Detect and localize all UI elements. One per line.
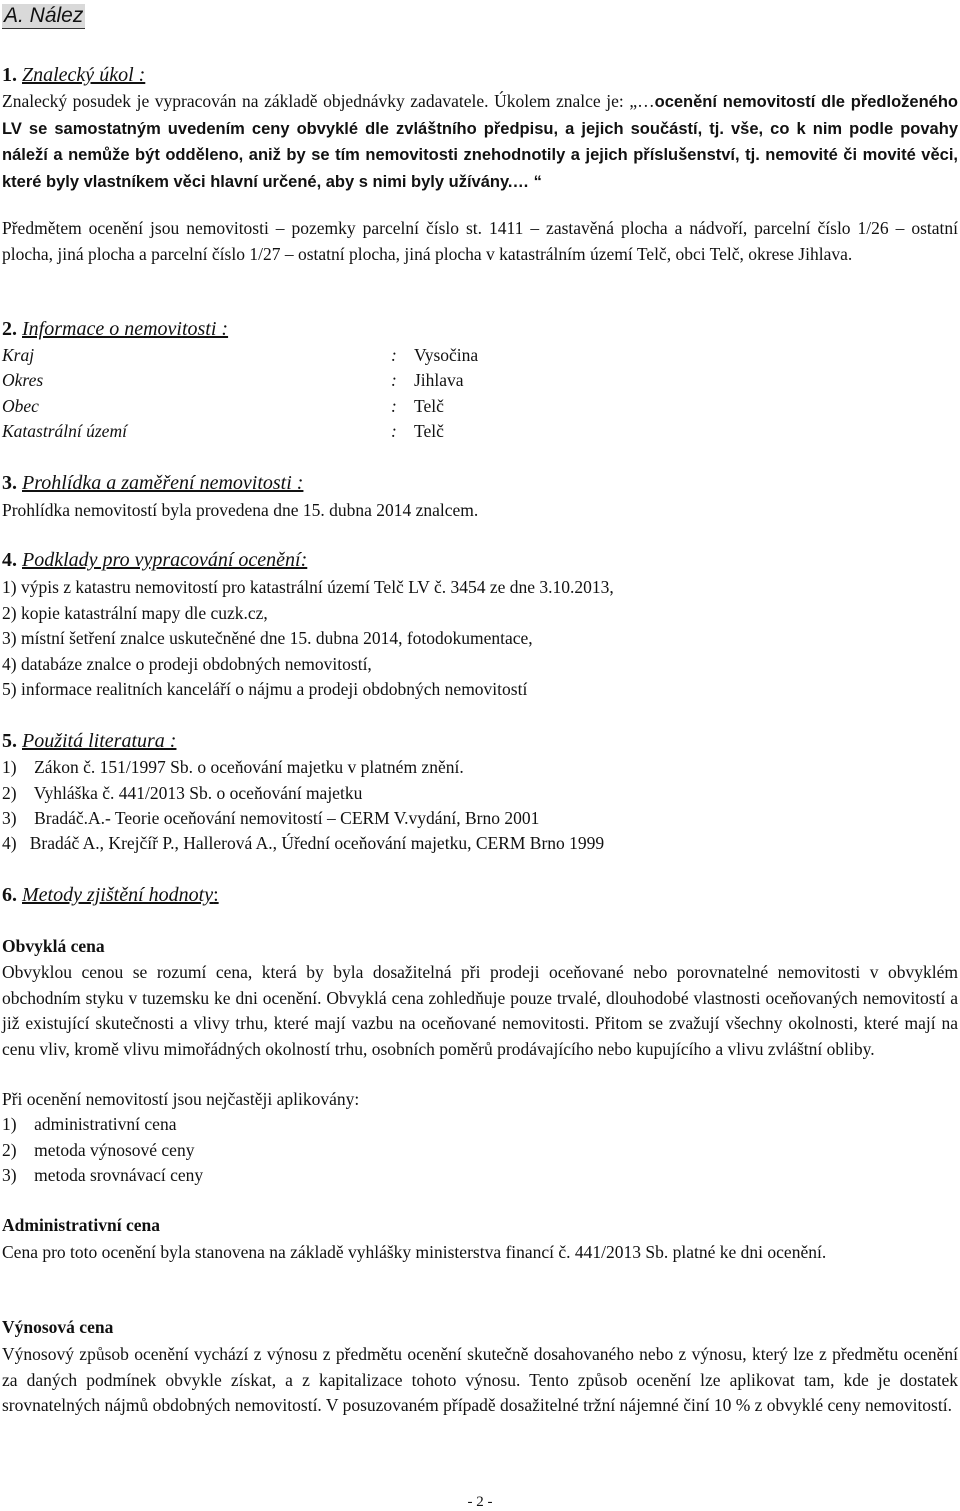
section-1-number: 1. [2,64,17,86]
info-key: Okres [2,370,44,390]
source-item: 3) místní šetření znalce uskutečněné dne 15. dubna 2014, fotodokumentace, [2,628,533,648]
task-quote: ocenění nemovitostí dle předloženého LV se samostatným uvedením ceny obvyklé dle zvláštního předpisu, a jejich součástí, tj. vše, co k nim podle povahy náleží a nemůže být odděleno, aniž by se tím nemovitosti znehodnotily a jejich příslušenství, tj. nemovité či movité věci, které byly vlastníkem věci hlavní určené, aby s nimi byly užívány.… [2,93,958,191]
section-6-colon: : [213,884,219,906]
section-4-heading [2,549,307,572]
section-4-title: Podklady pro vypracování ocenění: [22,549,308,571]
literature-item: 3) Bradáč.A.- Teorie oceňování nemovitostí – CERM V.vydání, Brno 2001 [2,808,540,828]
task-quote-end: “ [529,172,542,191]
section-2-heading [2,318,228,341]
obvykla-cena-text: Obvyklou cenou se rozumí cena, která by byla dosažitelná při prodeji oceňované nebo porovnatelné nemovitosti v obvyklém obchodním styku v tuzemsku ke dni ocenění. Obvyklá cena zohledňuje pouze trvalé, dlouhodobé vlastnosti oceňovaných nemovitostí a již existující skutečnosti a vlivy trhu, které mají vazbu na oceňované nemovitosti. Přitom se zvažují všechny okolnosti, které mají na cenu vliv, kromě vlivu mimořádných okolností trhu, osobních poměrů prodávajícího nebo kupujícího a vlivu zvláštní obliby. [2,962,958,1059]
section-1-subject: Předmětem ocenění jsou nemovitosti – pozemky parcelní číslo st. 1411 – zastavěná plocha a nádvoří, parcelní číslo 1/26 – ostatní plocha, jiná plocha a parcelní číslo 1/27 – ostatní plocha, jiná plocha v katastrálním území Telč, obci Telč, okrese Jihlava. [2,218,958,264]
info-value: Telč [414,396,444,416]
info-value: Telč [414,421,444,441]
section-3-heading [2,472,303,495]
administrativni-cena-text: Cena pro toto ocenění byla stanovena na základě vyhlášky ministerstva financí č. 441/2013 Sb. platné ke dni ocenění. [2,1242,827,1262]
inspection-text: Prohlídka nemovitostí byla provedena dne 15. dubna 2014 znalcem. [2,500,479,520]
section-6-number: 6. [2,884,17,906]
section-3-title: Prohlídka a zaměření nemovitosti : [22,472,304,494]
section-1-title: Znalecký úkol : [22,64,146,86]
info-sep: : [391,345,397,365]
section-1-task [2,89,958,195]
section-5-heading [2,730,176,753]
literature-item: 2) Vyhláška č. 441/2013 Sb. o oceňování majetku [2,783,363,803]
method-item: 2) metoda výnosové ceny [2,1140,195,1160]
literature-item: 4) Bradáč A., Krejčíř P., Hallerová A., Úřední oceňování majetku, CERM Brno 1999 [2,833,605,853]
info-value: Vysočina [414,345,479,365]
methods-intro: Při ocenění nemovitostí jsou nejčastěji aplikovány: [2,1089,360,1109]
section-3-number: 3. [2,472,17,494]
info-key: Kraj [2,345,35,365]
section-2-number: 2. [2,318,17,340]
info-sep: : [391,370,397,390]
source-item: 4) databáze znalce o prodeji obdobných nemovitostí, [2,654,372,674]
obvykla-cena-heading: Obvyklá cena [2,936,105,956]
method-item: 3) metoda srovnávací ceny [2,1165,204,1185]
vynosova-cena-text: Výnosový způsob ocenění vychází z výnosu z předmětu ocenění skutečně dosahovaného nebo z výnosu, který lze z předmětu ocenění za daných podmínek obvykle získat, a z kapitalizace tohoto výnosu. Tento způsob ocenění lze aplikovat tam, kde je dostatek srovnatelných nájmů obdobných nemovitostí. V posuzovaném případě dosažitelné tržní nájemné činí 10 % z obvyklé ceny nemovitostí. [2,1344,958,1415]
section-6-title: Metody zjištění hodnoty [22,884,214,906]
page-heading: A. Nález [4,4,84,27]
section-2-title: Informace o nemovitosti : [22,318,229,340]
task-intro: Znalecký posudek je vypracován na základě objednávky zadavatele. Úkolem znalce je: „… [2,91,655,111]
page-number: - 2 - [467,1494,493,1510]
section-5-title: Použitá literatura : [22,730,177,752]
info-key: Katastrální území [2,421,127,441]
info-sep: : [391,421,397,441]
section-1-heading [2,64,145,87]
info-value: Jihlava [414,370,464,390]
administrativni-cena-heading: Administrativní cena [2,1215,160,1235]
source-item: 5) informace realitních kanceláří o nájmu a prodeji obdobných nemovitostí [2,679,528,699]
section-5-number: 5. [2,730,17,752]
info-key: Obec [2,396,39,416]
literature-item: 1) Zákon č. 151/1997 Sb. o oceňování majetku v platném znění. [2,757,464,777]
vynosova-cena-heading: Výnosová cena [2,1317,114,1337]
info-sep: : [391,396,397,416]
method-item: 1) administrativní cena [2,1114,177,1134]
source-item: 1) výpis z katastru nemovitostí pro katastrální území Telč LV č. 3454 ze dne 3.10.2013, [2,577,614,597]
section-6-heading [2,884,219,907]
source-item: 2) kopie katastrální mapy dle cuzk.cz, [2,603,268,623]
section-4-number: 4. [2,549,17,571]
